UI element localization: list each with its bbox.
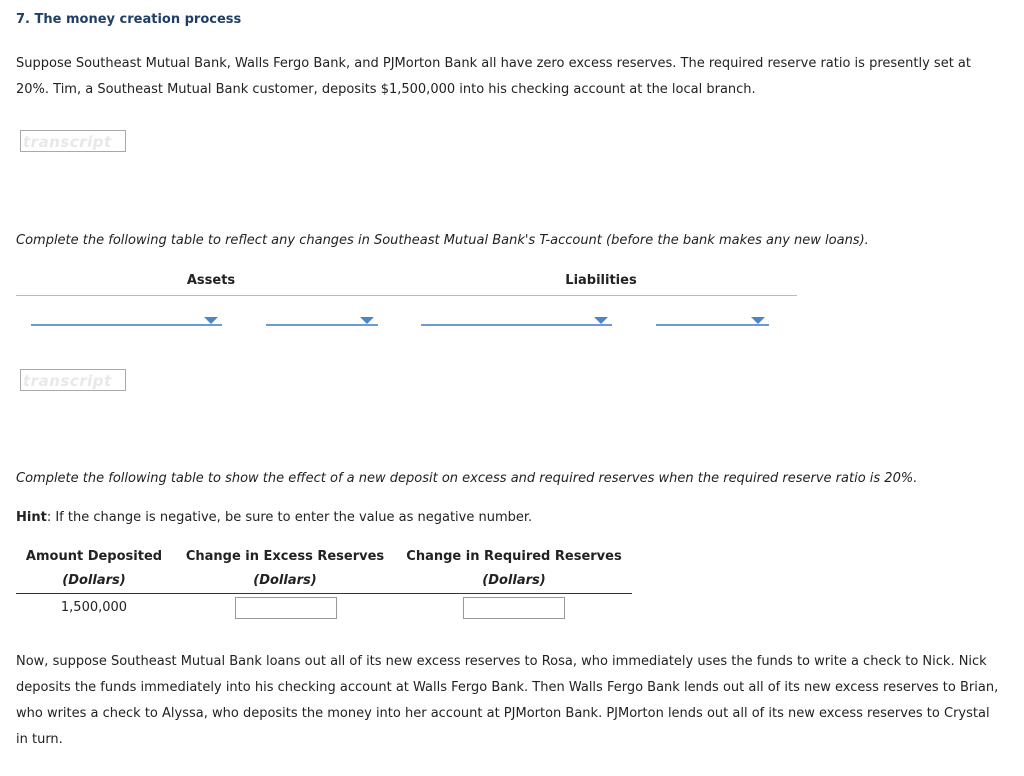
assets-header: Assets [186, 273, 236, 288]
unit-amount: (Dollars) [62, 573, 126, 588]
intro-line-2: 20%. Tim, a Southeast Mutual Bank customer, deposits $1,500,000 into his checking account at the local branch. [16, 82, 756, 97]
transcript-button[interactable]: transcript [20, 130, 126, 152]
assets-item-dropdown[interactable] [31, 314, 222, 326]
excess-reserves-input[interactable] [235, 597, 337, 619]
required-reserves-input[interactable] [463, 597, 565, 619]
hint-text [16, 505, 532, 531]
col-change-excess: Change in Excess Reserves [185, 549, 385, 564]
closing-line-1: Now, suppose Southeast Mutual Bank loans out all of its new excess reserves to Rosa, who immediately uses the funds to write a check to Nick. Nick [16, 654, 987, 669]
transcript-button[interactable]: transcript [20, 369, 126, 391]
closing-line-2: deposits the funds immediately into his checking account at Walls Fergo Bank. Then Walls Fergo Bank lends out all of its new excess reserves to Brian, [16, 680, 999, 695]
intro-line-1: Suppose Southeast Mutual Bank, Walls Fergo Bank, and PJMorton Bank all have zero excess reserves. The required reserve ratio is presently set at [16, 56, 971, 71]
unit-excess: (Dollars) [253, 573, 317, 588]
t-account-rule [16, 295, 797, 296]
reserves-table-rule [16, 593, 632, 594]
t-account-instruction: Complete the following table to reflect any changes in Southeast Mutual Bank's T-account (before the bank makes any new loans). [16, 233, 869, 248]
liabilities-header: Liabilities [565, 273, 637, 288]
liabilities-amount-dropdown[interactable] [656, 314, 769, 326]
chevron-down-icon [751, 317, 765, 324]
unit-required: (Dollars) [482, 573, 546, 588]
closing-line-4: in turn. [16, 732, 63, 747]
assets-amount-dropdown[interactable] [266, 314, 378, 326]
hint-label: Hint [16, 510, 47, 525]
hint-body: : If the change is negative, be sure to enter the value as negative number. [46, 510, 533, 525]
liabilities-item-dropdown[interactable] [421, 314, 612, 326]
reserves-instruction: Complete the following table to show the effect of a new deposit on excess and required reserves when the required reserve ratio is 20%. [16, 471, 918, 486]
chevron-down-icon [594, 317, 608, 324]
chevron-down-icon [204, 317, 218, 324]
amount-deposited-value: 1,500,000 [60, 600, 128, 615]
chevron-down-icon [360, 317, 374, 324]
closing-line-3: who writes a check to Alyssa, who deposits the money into her account at PJMorton Bank. PJMorton lends out all of its new excess reserves to Crystal [16, 706, 990, 721]
col-amount-deposited: Amount Deposited [25, 549, 163, 564]
col-change-required: Change in Required Reserves [406, 549, 622, 564]
question-title: 7. The money creation process [16, 12, 242, 27]
